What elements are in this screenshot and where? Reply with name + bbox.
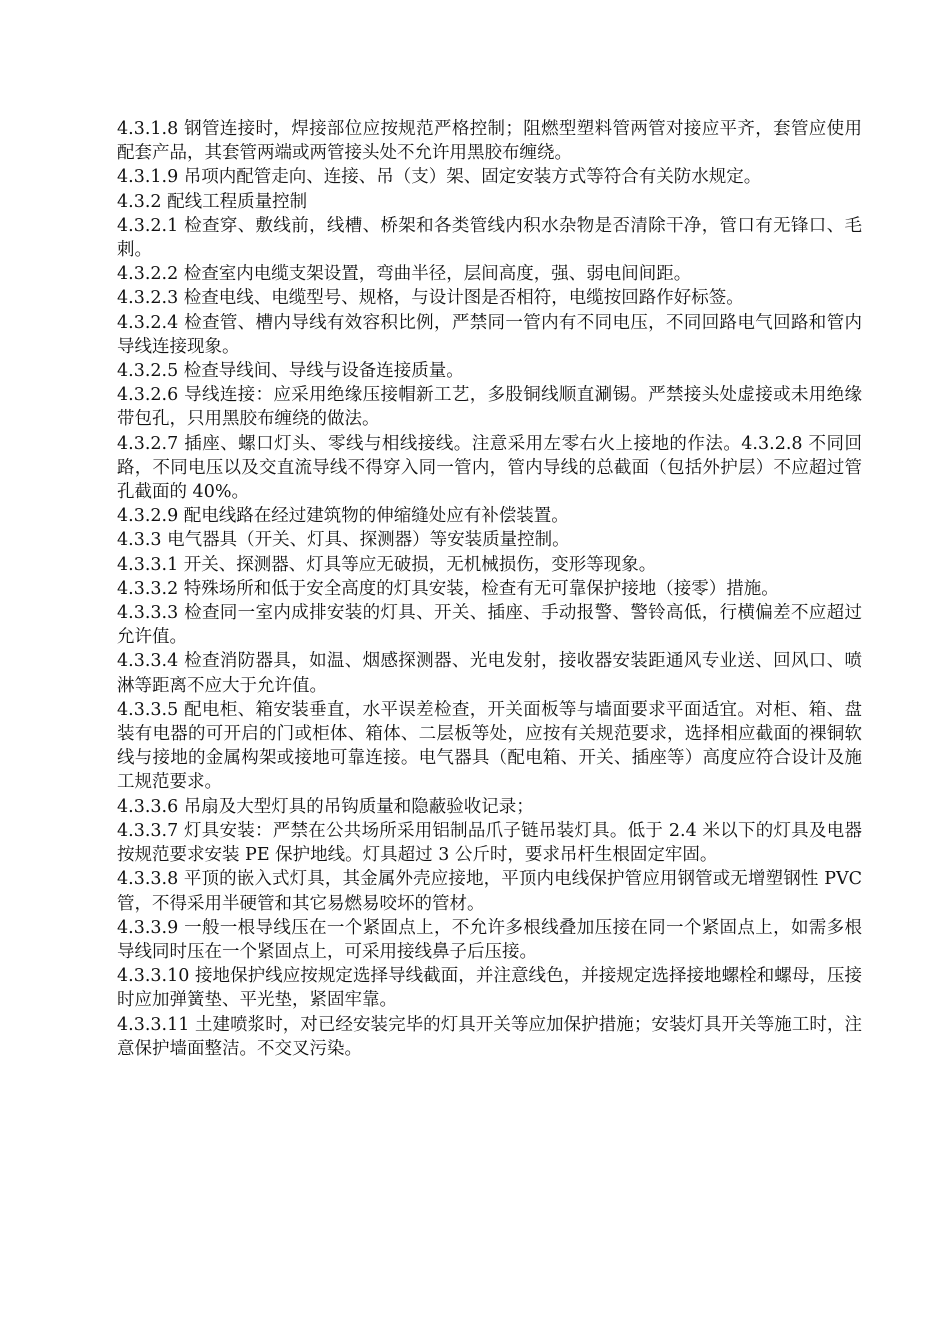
paragraph-4-3-2-7: 4.3.2.7 插座、螺口灯头、零线与相线接线。注意采用左零右火上接地的作法。4.3.2.8 不同回路，不同电压以及交直流导线不得穿入同一管内，管内导线的总截面（包括外护层）不应超过管孔截面的 40%。 [117, 433, 862, 503]
paragraph-4-3-3-1: 4.3.3.1 开关、探测器、灯具等应无破损，无机械损伤，变形等现象。 [117, 554, 657, 575]
paragraph-4-3-3-3: 4.3.3.3 检查同一室内成排安装的灯具、开关、插座、手动报警、警铃高低，行横偏差不应超过允许值。 [117, 603, 862, 648]
paragraph-4-3-1-9: 4.3.1.9 吊项内配管走向、连接、吊（支）架、固定安装方式等符合有关防水规定。 [117, 167, 762, 188]
paragraph-4-3-2-6: 4.3.2.6 导线连接：应采用绝缘压接帽新工艺，多股铜线顺直涮锡。严禁接头处虚接或未用绝缘带包孔，只用黑胶布缠绕的做法。 [117, 385, 862, 430]
paragraph-4-3-3-9: 4.3.3.9 一般一根导线压在一个紧固点上，不允许多根线叠加压接在同一个紧固点上，如需多根导线同时压在一个紧固点上，可采用接线鼻子后压接。 [117, 917, 862, 962]
paragraph-4-3-2-4: 4.3.2.4 检查管、槽内导线有效容积比例，严禁同一管内有不同电压，不同回路电气回路和管内导线连接现象。 [117, 312, 862, 357]
paragraph-4-3-2-9: 4.3.2.9 配电线路在经过建筑物的伸缩缝处应有补偿装置。 [117, 506, 569, 527]
document-page [117, 117, 862, 1061]
paragraph-4-3-2-5: 4.3.2.5 检查导线间、导线与设备连接质量。 [117, 361, 464, 382]
paragraph-4-3-2-2: 4.3.2.2 检查室内电缆支架设置，弯曲半径，层间高度，强、弱电间间距。 [117, 264, 692, 285]
section-heading-4-3-2: 4.3.2 配线工程质量控制 [117, 191, 308, 212]
paragraph-4-3-3-6: 4.3.3.6 吊扇及大型灯具的吊钩质量和隐蔽验收记录； [117, 796, 534, 817]
paragraph-4-3-2-1: 4.3.2.1 检查穿、敷线前，线槽、桥架和各类管线内积水杂物是否清除干净，管口有无锋口、毛刺。 [117, 215, 862, 261]
paragraph-4-3-3-5: 4.3.3.5 配电柜、箱安装垂直，水平误差检查，开关面板等与墙面要求平面适宜。对柜、箱、盘装有电器的可开启的门或柜体、箱体、二层板等处，应按有关规范要求，选择相应截面的裸铜软线与接地的金属构架或接地可靠连接。电气器具（配电箱、开关、插座等）高度应符合设计及施工规范要求。 [117, 699, 862, 793]
paragraph-4-3-3-11: 4.3.3.11 土建喷浆时，对已经安装完毕的灯具开关等应加保护措施；安装灯具开关等施工时，注意保护墙面整洁。不交叉污染。 [117, 1014, 862, 1059]
paragraph-4-3-3-7: 4.3.3.7 灯具安装：严禁在公共场所采用铝制品爪子链吊装灯具。低于 2.4 米以下的灯具及电器按规范要求安装 PE 保护地线。灯具超过 3 公斤时，要求吊杆生根固定牢固。 [117, 820, 862, 866]
paragraph-4-3-2-3: 4.3.2.3 检查电线、电缆型号、规格，与设计图是否相符，电缆按回路作好标签。 [117, 288, 744, 309]
paragraph-4-3-3-4: 4.3.3.4 检查消防器具，如温、烟感探测器、光电发射，接收器安装距通风专业送、回风口、喷淋等距离不应大于允许值。 [117, 651, 862, 696]
paragraph-4-3-3-2: 4.3.3.2 特殊场所和低于安全高度的灯具安装，检查有无可靠保护接地（接零）措施。 [117, 578, 779, 599]
section-heading-4-3-3: 4.3.3 电气器具（开关、灯具、探测器）等安装质量控制。 [117, 530, 570, 551]
paragraph-4-3-3-8: 4.3.3.8 平顶的嵌入式灯具，其金属外壳应接地，平顶内电线保护管应用钢管或无增塑钢性 PVC 管，不得采用半硬管和其它易燃易咬坏的管材。 [117, 869, 862, 914]
paragraph-4-3-1-8: 4.3.1.8 钢管连接时，焊接部位应按规范严格控制；阻燃型塑料管两管对接应平齐，套管应使用配套产品，其套管两端或两管接头处不允许用黑胶布缠绕。 [117, 119, 862, 164]
paragraph-4-3-3-10: 4.3.3.10 接地保护线应按规定选择导线截面，并注意线色，并接规定选择接地螺栓和螺母，压接时应加弹簧垫、平光垫，紧固牢靠。 [117, 966, 862, 1011]
